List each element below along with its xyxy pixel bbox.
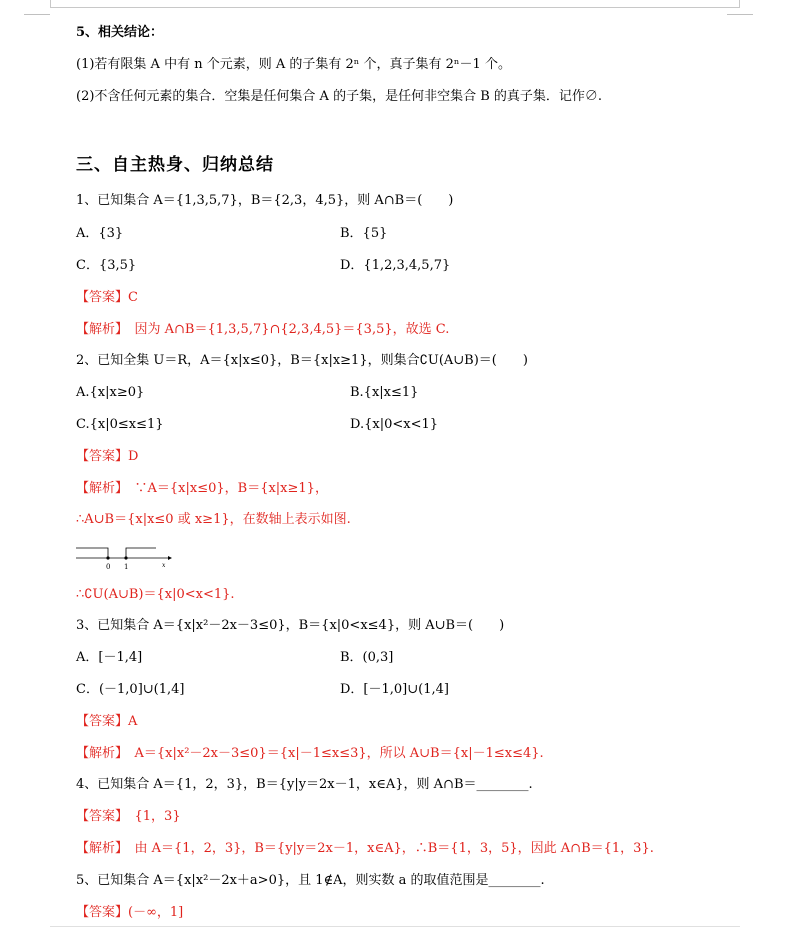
q3-option-b: B．(0,3] bbox=[340, 650, 394, 665]
q2-stem: 2、已知全集 U＝R，A＝{x|x≤0}，B＝{x|x≥1}，则集合∁U(A∪B)＝( ) bbox=[76, 353, 528, 368]
q2-option-c: C.{x|0≤x≤1} bbox=[76, 417, 164, 432]
q1-option-d: D．{1,2,3,4,5,7} bbox=[340, 258, 451, 273]
q2-analysis-3: ∴∁U(A∪B)＝{x|0<x<1}. bbox=[76, 587, 235, 602]
page-bottom-edge bbox=[50, 926, 740, 927]
point-one bbox=[124, 556, 127, 559]
q3-option-c: C．(－1,0]∪(1,4] bbox=[76, 682, 185, 697]
q3-option-a: A．[－1,4] bbox=[76, 650, 143, 665]
q1-analysis: 【解析】 因为 A∩B＝{1,3,5,7}∩{2,3,4,5}＝{3,5}，故选 C. bbox=[76, 322, 450, 337]
section-title: 三、自主热身、归纳总结 bbox=[76, 155, 274, 175]
q4-analysis: 【解析】 由 A＝{1，2，3}，B＝{y|y＝2x－1，x∈A}，∴B＝{1，3，5}，因此 A∩B＝{1，3}. bbox=[76, 841, 654, 856]
q2-option-a: A.{x|x≥0} bbox=[76, 385, 145, 400]
q2-option-b: B.{x|x≤1} bbox=[350, 385, 419, 400]
s5-line1: (1)若有限集 A 中有 n 个元素，则 A 的子集有 2ⁿ 个，真子集有 2ⁿ－1 个。 bbox=[76, 57, 511, 72]
q3-answer: 【答案】A bbox=[76, 714, 138, 729]
q1-answer: 【答案】C bbox=[76, 290, 138, 305]
q2-analysis-1: 【解析】 ∵A＝{x|x≤0}，B＝{x|x≥1}， bbox=[76, 481, 328, 496]
q2-answer: 【答案】D bbox=[76, 449, 139, 464]
q5-answer: 【答案】(－∞，1] bbox=[76, 905, 184, 920]
q1-option-a: A．{3} bbox=[76, 226, 124, 241]
q5-stem: 5、已知集合 A＝{x|x²－2x＋a>0}，且 1∉A，则实数 a 的取值范围是________. bbox=[76, 873, 545, 888]
axis-label-0: 0 bbox=[106, 563, 111, 571]
q1-option-b: B．{5} bbox=[340, 226, 388, 241]
axis-label-x: x bbox=[162, 562, 166, 569]
q2-option-d: D.{x|0<x<1} bbox=[350, 417, 439, 432]
page-corner-mark-right bbox=[727, 4, 753, 15]
page-top-border bbox=[50, 0, 740, 8]
s5-line2: (2)不含任何元素的集合．空集是任何集合 A 的子集，是任何非空集合 B 的真子集．记作∅. bbox=[76, 89, 603, 104]
point-zero bbox=[106, 556, 109, 559]
q1-option-c: C．{3,5} bbox=[76, 258, 137, 273]
s5-heading: 5、相关结论： bbox=[76, 25, 164, 40]
set-a-bracket bbox=[76, 548, 108, 558]
q3-analysis: 【解析】 A＝{x|x²－2x－3≤0}＝{x|－1≤x≤3}，所以 A∪B＝{x|－1≤x≤4}. bbox=[76, 746, 544, 761]
number-line-figure bbox=[76, 542, 176, 572]
axis-label-1: 1 bbox=[124, 563, 129, 571]
q1-stem: 1、已知集合 A＝{1,3,5,7}，B＝{2,3，4,5}，则 A∩B＝( ) bbox=[76, 193, 454, 208]
set-b-bracket bbox=[126, 548, 156, 558]
page-corner-mark-left bbox=[24, 4, 50, 15]
q4-answer: 【答案】 {1，3} bbox=[76, 809, 181, 824]
q4-stem: 4、已知集合 A＝{1，2，3}，B＝{y|y＝2x－1，x∈A}，则 A∩B＝________. bbox=[76, 777, 533, 792]
q3-stem: 3、已知集合 A＝{x|x²－2x－3≤0}，B＝{x|0<x≤4}，则 A∪B＝( ) bbox=[76, 618, 505, 633]
number-line-arrow bbox=[168, 556, 172, 560]
q3-option-d: D．[－1,0]∪(1,4] bbox=[340, 682, 449, 697]
q2-analysis-2: ∴A∪B＝{x|x≤0 或 x≥1}，在数轴上表示如图. bbox=[76, 512, 351, 527]
